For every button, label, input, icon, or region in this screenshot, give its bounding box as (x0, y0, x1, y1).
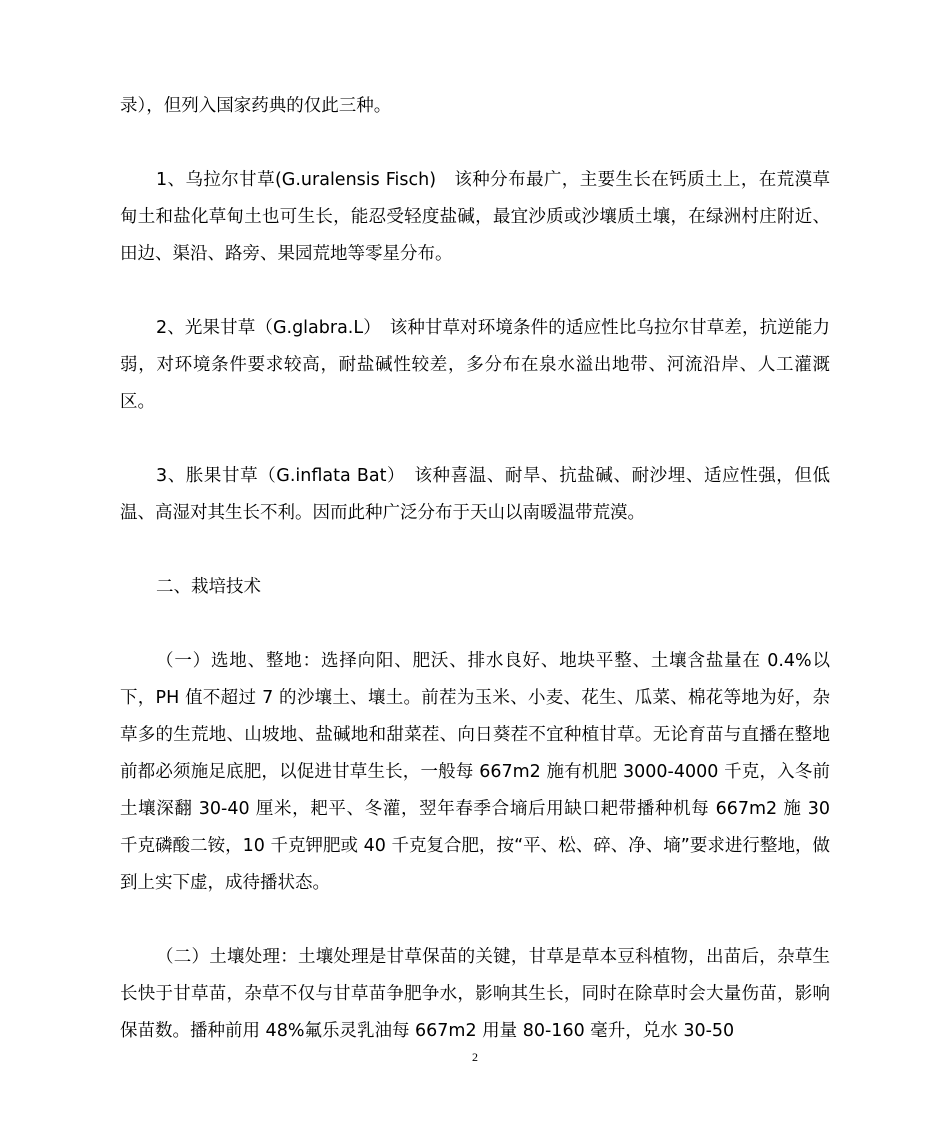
section-heading: 二、栽培技术 (156, 577, 261, 597)
paragraph-soil-treatment: （二）土壤处理：土壤处理是甘草保苗的关键，甘草是草本豆科植物，出苗后，杂草生长快于甘草苗，杂草不仅与甘草苗争肥争水，影响其生长，同时在除草时会大量伤苗，影响保苗数。播种前用 48%氟乐灵乳油每 667m2 用量 80-160 毫升，兑水 30-50 (120, 947, 830, 1041)
paragraph-gap (120, 125, 830, 162)
page-number: 2 (472, 1050, 478, 1064)
paragraph-species-1: 1、乌拉尔甘草(G.uralensis Fisch) 该种分布最广，主要生长在钙质土上，在荒漠草甸土和盐化草甸土也可生长，能忍受轻度盐碱，最宜沙质或沙壤质土壤，在绿洲村庄附近、田边、渠沿、路旁、果园荒地等零星分布。 (120, 170, 830, 264)
paragraph-gap (120, 532, 830, 569)
paragraph-gap (120, 421, 830, 458)
paragraph-gap (120, 902, 830, 939)
paragraph-species-3: 3、胀果甘草（G.inflata Bat） 该种喜温、耐旱、抗盐碱、耐沙埋、适应性强，但低温、高湿对其生长不利。因而此种广泛分布于天山以南暖温带荒漠。 (120, 466, 830, 523)
paragraph-site-selection: （一）选地、整地：选择向阳、肥沃、排水良好、地块平整、土壤含盐量在 0.4%以下，PH 值不超过 7 的沙壤土、壤土。前茬为玉米、小麦、花生、瓜菜、棉花等地为好，杂草多的生荒地、山坡地、盐碱地和甜菜茬、向日葵茬不宜种植甘草。无论育苗与直播在整地前都必须施足底肥，以促进甘草生长，一般每 667m2 施有机肥 3000-4000 千克，入冬前土壤深翻 30-40 厘米，耙平、冬灌，翌年春季合墒后用缺口耙带播种机每 667m2 施 30 千克磷酸二铵，10 千克钾肥或 40 千克复合肥，按“平、松、碎、净、墒”要求进行整地，做到上实下虚，成待播状态。 (120, 651, 830, 893)
paragraph-gap (120, 273, 830, 310)
page-body (120, 88, 830, 1050)
paragraph-continuation: 录），但列入国家药典的仅此三种。 (120, 96, 392, 116)
paragraph-gap (120, 606, 830, 643)
paragraph-species-2: 2、光果甘草（G.glabra.L） 该种甘草对环境条件的适应性比乌拉尔甘草差，抗逆能力弱，对环境条件要求较高，耐盐碱性较差，多分布在泉水溢出地带、河流沿岸、人工灌溉区。 (120, 318, 830, 412)
